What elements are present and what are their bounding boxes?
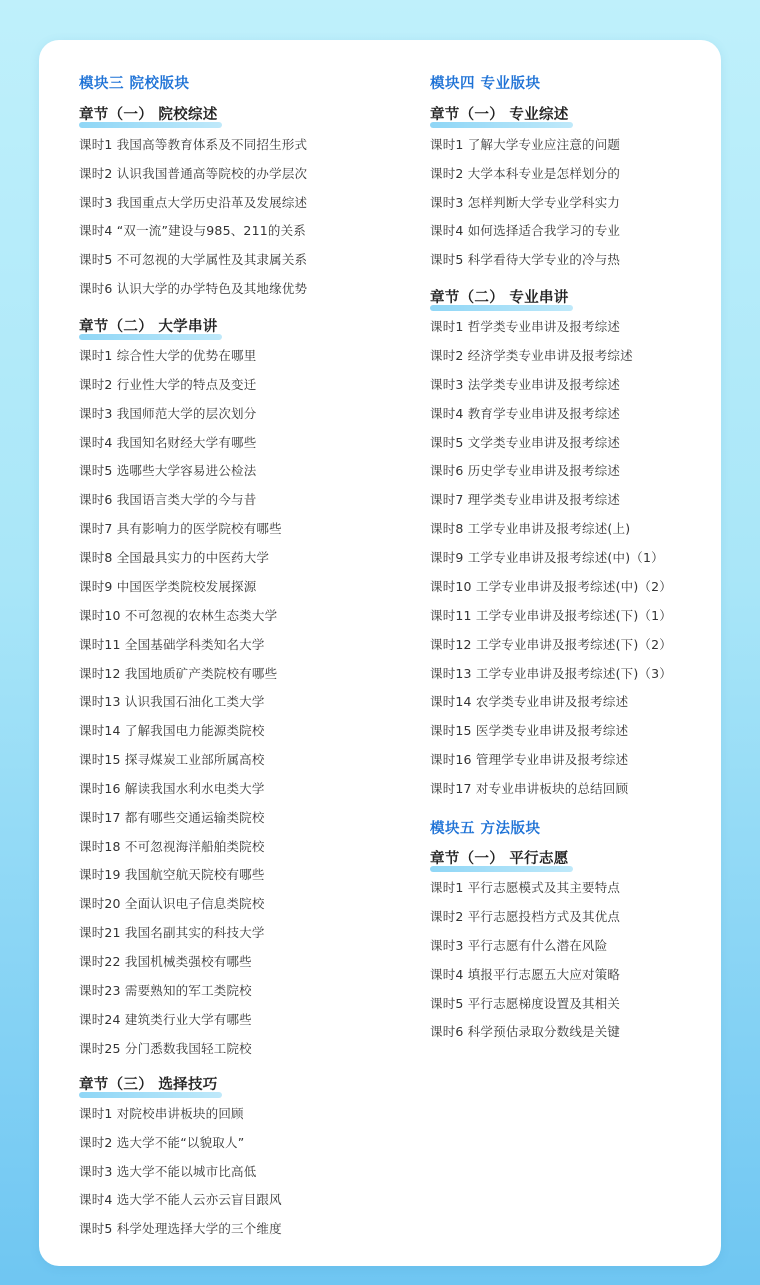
lesson-item: 课时1 对院校串讲板块的回顾 (79, 1106, 244, 1121)
lesson-item: 课时21 我国名副其实的科技大学 (79, 925, 265, 940)
lesson-item: 课时6 科学预估录取分数线是关键 (430, 1024, 621, 1039)
lesson-item: 课时16 管理学专业串讲及报考综述 (430, 752, 629, 767)
lesson-item: 课时2 平行志愿投档方式及其优点 (430, 909, 621, 924)
lesson-item: 课时5 科学看待大学专业的冷与热 (430, 252, 621, 267)
lesson-item: 课时24 建筑类行业大学有哪些 (79, 1012, 252, 1027)
lesson-item: 课时2 经济学类专业串讲及报考综述 (430, 348, 633, 363)
lesson-item: 课时15 探寻煤炭工业部所属高校 (79, 752, 265, 767)
lesson-item: 课时15 医学类专业串讲及报考综述 (430, 723, 629, 738)
lesson-item: 课时1 平行志愿模式及其主要特点 (430, 880, 621, 895)
chapter-title: 章节（一） 专业综述 (430, 103, 569, 124)
lesson-item: 课时9 中国医学类院校发展探源 (79, 579, 257, 594)
lesson-item: 课时6 认识大学的办学特色及其地缘优势 (79, 281, 308, 296)
lesson-item: 课时14 了解我国电力能源类院校 (79, 723, 265, 738)
lesson-item: 课时20 全面认识电子信息类院校 (79, 896, 265, 911)
lesson-item: 课时5 选哪些大学容易进公检法 (79, 463, 257, 478)
chapter-title: 章节（一） 院校综述 (79, 103, 218, 124)
lesson-item: 课时3 我国师范大学的层次划分 (79, 406, 257, 421)
lesson-item: 课时10 工学专业串讲及报考综述(中)（2） (430, 579, 672, 594)
lesson-item: 课时12 工学专业串讲及报考综述(下)（2） (430, 637, 672, 652)
lesson-item: 课时7 具有影响力的医学院校有哪些 (79, 521, 282, 536)
lesson-item: 课时7 理学类专业串讲及报考综述 (430, 492, 621, 507)
lesson-item: 课时2 认识我国普通高等院校的办学层次 (79, 166, 308, 181)
module-title-5: 模块五 方法版块 (430, 821, 541, 837)
chapter-title: 章节（一） 平行志愿 (430, 847, 569, 868)
lesson-item: 课时2 选大学不能“以貌取人” (79, 1135, 245, 1150)
lesson-item: 课时1 哲学类专业串讲及报考综述 (430, 319, 621, 334)
lesson-item: 课时2 行业性大学的特点及变迁 (79, 377, 257, 392)
lesson-item: 课时1 综合性大学的优势在哪里 (79, 348, 257, 363)
lesson-item: 课时23 需要熟知的军工类院校 (79, 983, 252, 998)
lesson-item: 课时12 我国地质矿产类院校有哪些 (79, 666, 278, 681)
lesson-item: 课时2 大学本科专业是怎样划分的 (430, 166, 621, 181)
lesson-item: 课时4 教育学专业串讲及报考综述 (430, 406, 621, 421)
lesson-item: 课时6 历史学专业串讲及报考综述 (430, 463, 621, 478)
lesson-item: 课时5 科学处理选择大学的三个维度 (79, 1221, 282, 1236)
lesson-item: 课时17 都有哪些交通运输类院校 (79, 810, 265, 825)
chapter-title: 章节（二） 大学串讲 (79, 315, 218, 336)
lesson-item: 课时5 不可忽视的大学属性及其隶属关系 (79, 252, 308, 267)
lesson-item: 课时18 不可忽视海洋船舶类院校 (79, 839, 265, 854)
lesson-item: 课时4 如何选择适合我学习的专业 (430, 223, 621, 238)
lesson-item: 课时1 了解大学专业应注意的问题 (430, 137, 621, 152)
lesson-item: 课时3 选大学不能以城市比高低 (79, 1164, 257, 1179)
lesson-item: 课时4 填报平行志愿五大应对策略 (430, 967, 621, 982)
lesson-item: 课时3 平行志愿有什么潜在风险 (430, 938, 608, 953)
lesson-item: 课时16 解读我国水利水电类大学 (79, 781, 265, 796)
lesson-item: 课时11 工学专业串讲及报考综述(下)（1） (430, 608, 672, 623)
lesson-item: 课时13 工学专业串讲及报考综述(下)（3） (430, 666, 672, 681)
lesson-item: 课时17 对专业串讲板块的总结回顾 (430, 781, 629, 796)
lesson-item: 课时19 我国航空航天院校有哪些 (79, 867, 265, 882)
lesson-item: 课时3 怎样判断大学专业学科实力 (430, 195, 621, 210)
module-title-4: 模块四 专业版块 (430, 76, 541, 92)
lesson-item: 课时5 平行志愿梯度设置及其相关 (430, 996, 621, 1011)
lesson-item: 课时3 法学类专业串讲及报考综述 (430, 377, 621, 392)
lesson-item: 课时4 选大学不能人云亦云盲目跟风 (79, 1192, 282, 1207)
lesson-item: 课时25 分门悉数我国轻工院校 (79, 1041, 252, 1056)
chapter-title: 章节（二） 专业串讲 (430, 286, 569, 307)
lesson-item: 课时1 我国高等教育体系及不同招生形式 (79, 137, 308, 152)
chapter-title: 章节（三） 选择技巧 (79, 1073, 218, 1094)
lesson-item: 课时14 农学类专业串讲及报考综述 (430, 694, 629, 709)
lesson-item: 课时9 工学专业串讲及报考综述(中)（1） (430, 550, 664, 565)
lesson-item: 课时4 我国知名财经大学有哪些 (79, 435, 257, 450)
lesson-item: 课时11 全国基础学科类知名大学 (79, 637, 265, 652)
lesson-item: 课时8 工学专业串讲及报考综述(上) (430, 521, 631, 536)
lesson-item: 课时13 认识我国石油化工类大学 (79, 694, 265, 709)
lesson-item: 课时3 我国重点大学历史沿革及发展综述 (79, 195, 308, 210)
module-title-3: 模块三 院校版块 (79, 76, 190, 92)
lesson-item: 课时5 文学类专业串讲及报考综述 (430, 435, 621, 450)
lesson-item: 课时22 我国机械类强校有哪些 (79, 954, 252, 969)
lesson-item: 课时10 不可忽视的农林生态类大学 (79, 608, 278, 623)
lesson-item: 课时4 “双一流”建设与985、211的关系 (79, 223, 306, 238)
lesson-item: 课时8 全国最具实力的中医药大学 (79, 550, 270, 565)
lesson-item: 课时6 我国语言类大学的今与昔 (79, 492, 257, 507)
